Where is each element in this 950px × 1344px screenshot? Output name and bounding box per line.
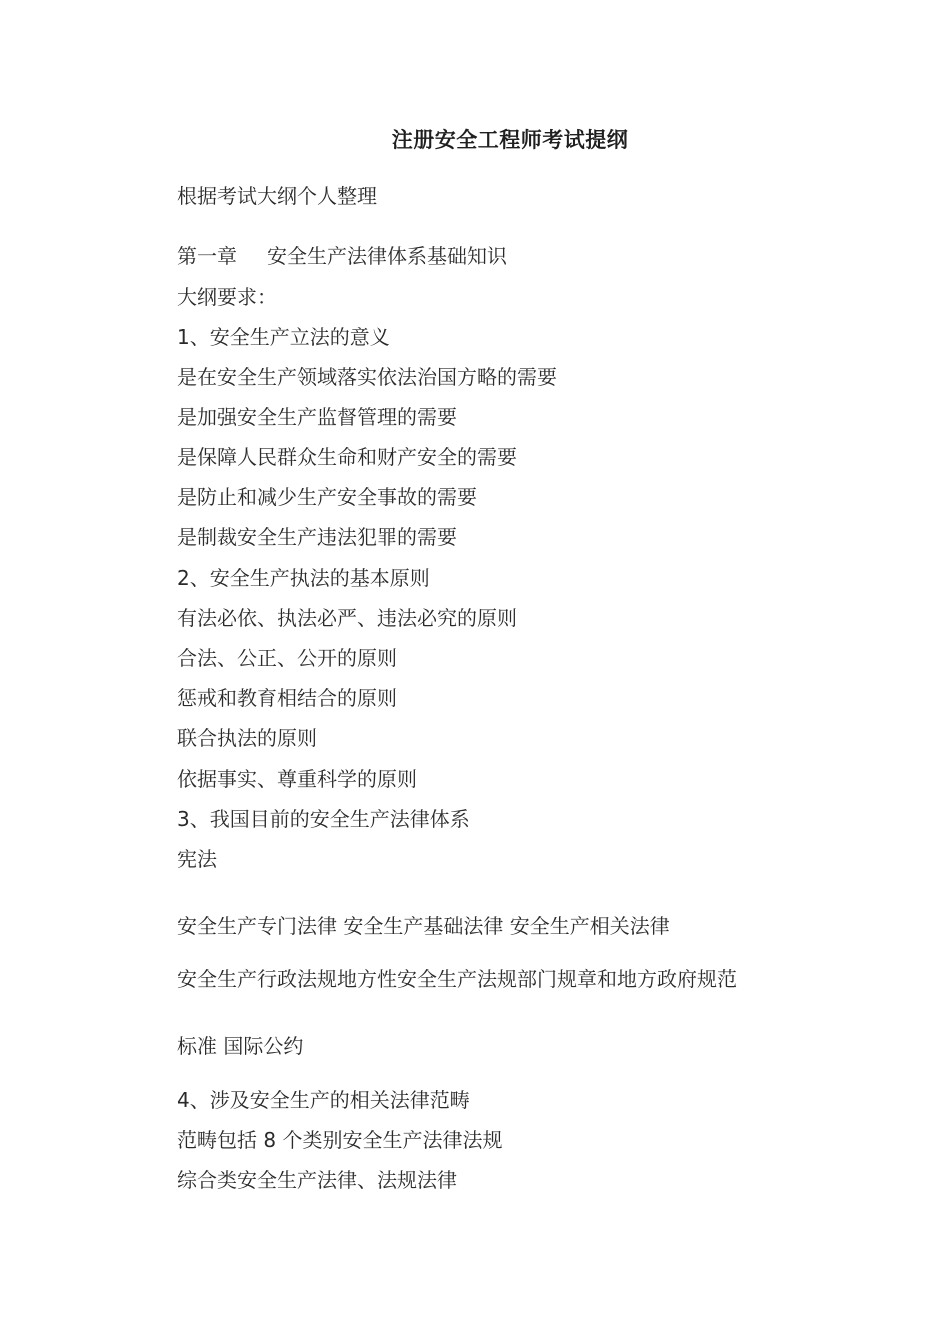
chapter-heading — [177, 242, 507, 270]
outline-item: 是在安全生产领域落实依法治国方略的需要 — [177, 365, 557, 389]
outline-item: 标准 国际公约 — [177, 1034, 304, 1058]
section-heading-1: 1、安全生产立法的意义 — [177, 325, 390, 349]
section-heading-2: 2、安全生产执法的基本原则 — [177, 566, 430, 590]
outline-item: 惩戒和教育相结合的原则 — [177, 686, 397, 710]
outline-item: 是制裁安全生产违法犯罪的需要 — [177, 525, 457, 549]
outline-item: 范畴包括 8 个类别安全生产法律法规 — [177, 1128, 503, 1152]
outline-item: 是防止和减少生产安全事故的需要 — [177, 485, 477, 509]
document-subtitle: 根据考试大纲个人整理 — [177, 184, 377, 208]
outline-item: 有法必依、执法必严、违法必究的原则 — [177, 606, 517, 630]
document-title: 注册安全工程师考试提纲 — [391, 128, 629, 152]
outline-item: 安全生产行政法规地方性安全生产法规部门规章和地方政府规范 — [177, 967, 737, 991]
outline-requirement-label: 大纲要求： — [177, 285, 277, 309]
outline-item: 合法、公正、公开的原则 — [177, 646, 397, 670]
outline-item: 综合类安全生产法律、法规法律 — [177, 1168, 457, 1192]
chapter-title: 安全生产法律体系基础知识 — [267, 244, 507, 268]
section-heading-3: 3、我国目前的安全生产法律体系 — [177, 807, 470, 831]
chapter-number: 第一章 — [177, 244, 237, 268]
outline-item: 依据事实、尊重科学的原则 — [177, 767, 417, 791]
outline-item: 是加强安全生产监督管理的需要 — [177, 405, 457, 429]
outline-item: 联合执法的原则 — [177, 726, 317, 750]
outline-item: 安全生产专门法律 安全生产基础法律 安全生产相关法律 — [177, 914, 670, 938]
section-heading-4: 4、涉及安全生产的相关法律范畴 — [177, 1088, 470, 1112]
outline-item: 宪法 — [177, 847, 217, 871]
outline-item: 是保障人民群众生命和财产安全的需要 — [177, 445, 517, 469]
